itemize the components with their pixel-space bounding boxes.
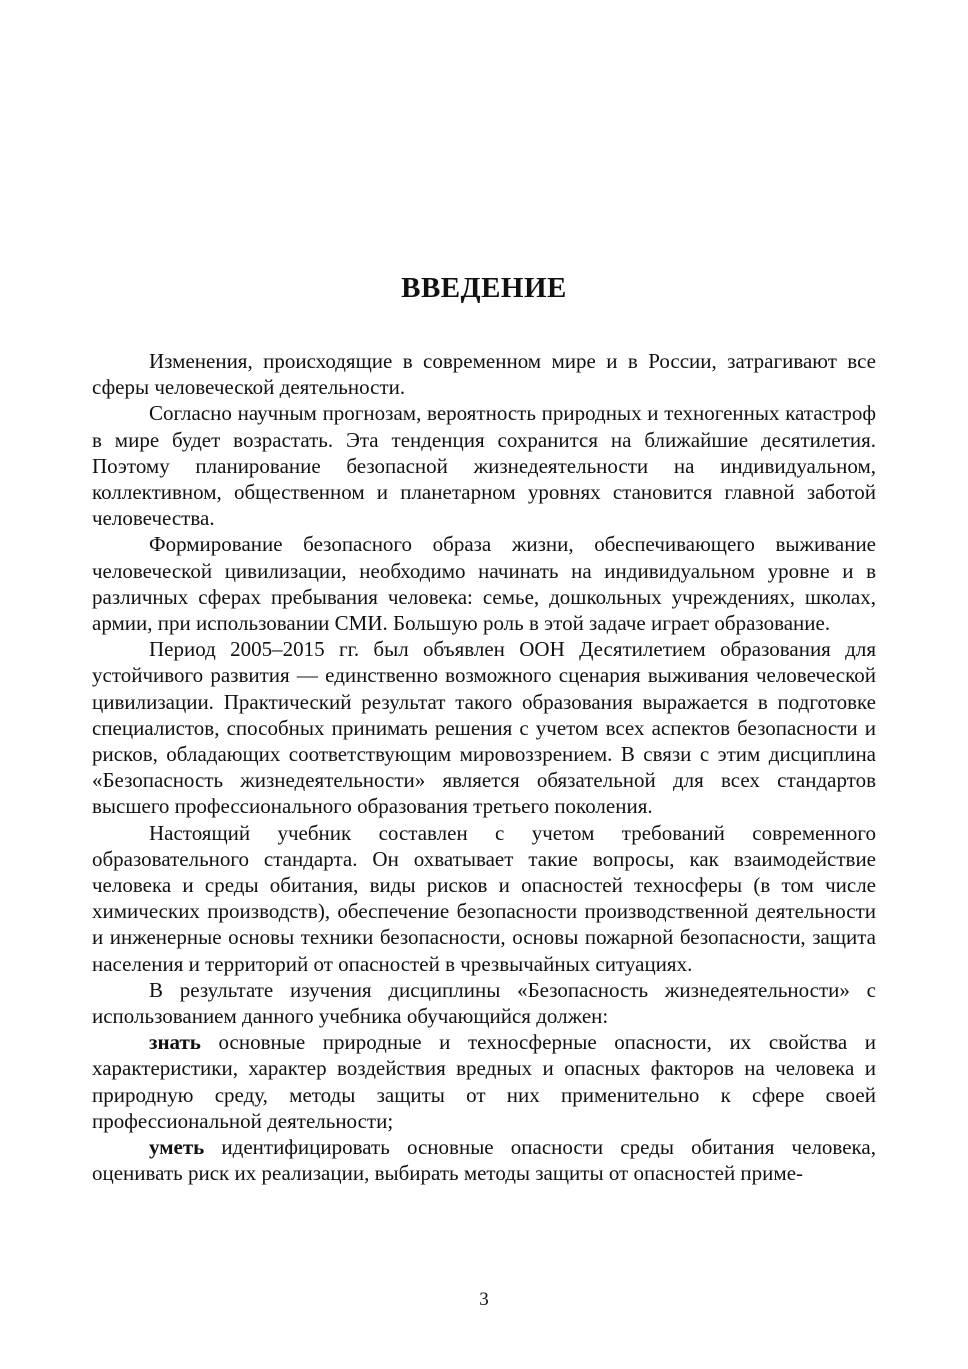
- paragraph: Настоящий учебник составлен с учетом требований современного образовательного стандарта. Он охватывает такие вопросы, как взаимодействие человека и среды обитания, виды рисков и опасностей техносферы (в том числе химических производств), обеспечение безопасности производственной деятельности и инженерные основы техники безопасности, основы пожарной безопасности, защита населения и территорий от опасностей в чрезвычайных ситуациях.: [92, 820, 876, 976]
- paragraph: Период 2005–2015 гг. был объявлен ООН Десятилетием образования для устойчивого развития — единственно возможного сценария выживания человеческой цивилизации. Практический результат такого образования выражается в подготовке специалистов, способных принимать решения с учетом всех аспектов безопасности и рисков, обладающих соответствующим мировоззрением. В связи с этим дисциплина «Безопасность жизнедеятельности» является обязательной для всех стандартов высшего профессионального образования третьего поколения.: [92, 637, 876, 819]
- paragraph: Изменения, происходящие в современном мире и в России, затрагивают все сферы человеческой деятельности.: [92, 349, 876, 400]
- page-number: 3: [479, 1289, 489, 1310]
- paragraph: Формирование безопасного образа жизни, обеспечивающего выживание человеческой цивилизации, необходимо начинать на индивидуальном уровне и в различных сферах пребывания человека: семье, дошкольных учреждениях, школах, армии, при использовании СМИ. Большую роль в этой задаче играет образование.: [92, 532, 876, 636]
- paragraph: Согласно научным прогнозам, вероятность природных и техногенных катастроф в мире будет возрастать. Эта тенденция сохранится на ближайшие десятилетия. Поэтому планирование безопасной жизнедеятельности на индивидуальном, коллективном, общественном и планетарном уровнях становится главной заботой человечества.: [92, 401, 876, 531]
- requirement-text: основные природные и техносферные опасности, их свойства и характеристики, характер воздействия вредных и опасных факторов на человека и природную среду, методы защиты от них применительно к сфере своей профессиональной деятельности;: [92, 1030, 876, 1133]
- requirement-paragraph: [92, 1029, 876, 1134]
- paragraph: В результате изучения дисциплины «Безопасность жизнедеятельности» с использованием данного учебника обучающийся должен:: [92, 977, 876, 1029]
- page-title: ВВЕДЕНИЕ: [401, 272, 567, 304]
- requirement-text: идентифицировать основные опасности среды обитания человека, оценивать риск их реализации, выбирать методы защиты от опасностей приме-: [92, 1135, 876, 1186]
- requirement-term: уметь: [149, 1135, 205, 1160]
- requirement-term: знать: [149, 1030, 201, 1055]
- document-body: [92, 348, 876, 1187]
- requirement-paragraph: [92, 1134, 876, 1186]
